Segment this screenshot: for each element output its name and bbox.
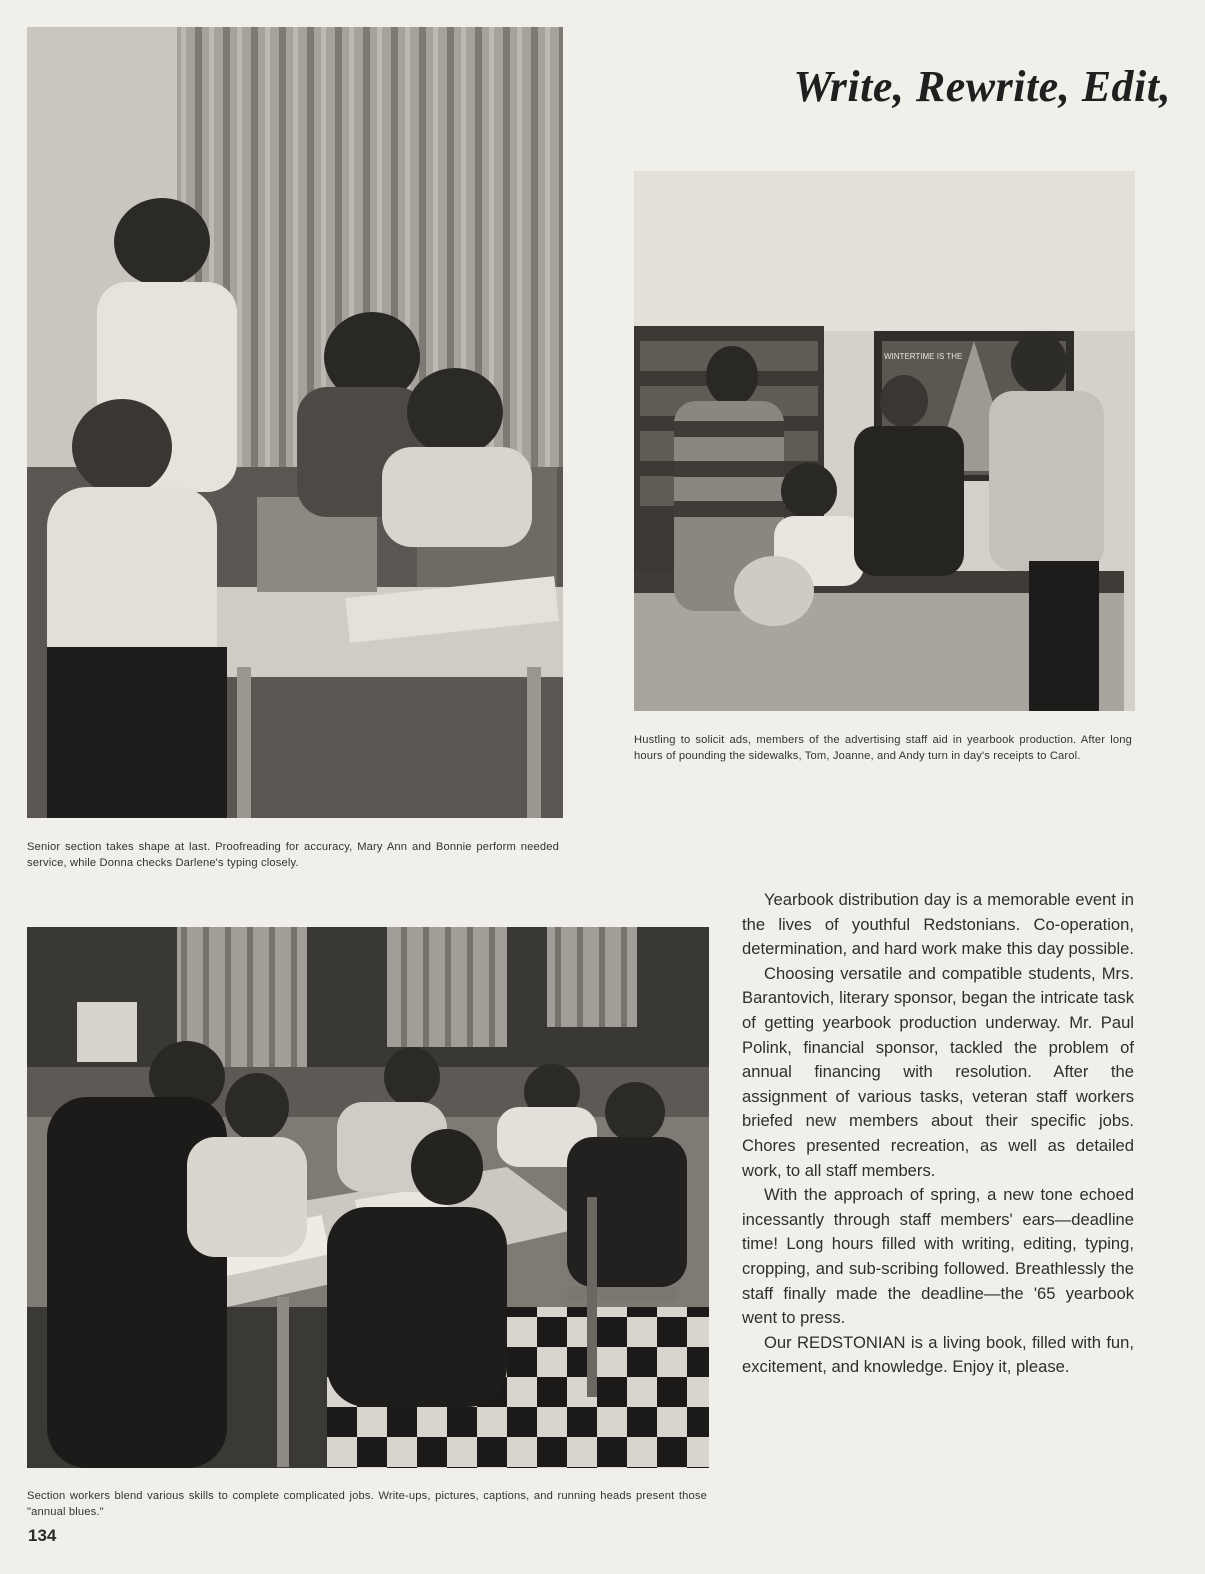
photo-proofreading	[27, 27, 563, 818]
caption-advertising-staff: Hustling to solicit ads, members of the advertising staff aid in yearbook production. After long hours of pounding the sidewalks, Tom, Joanne, and Andy turn in day's receipts to Carol.	[634, 734, 1132, 762]
page-number: 134	[28, 1526, 57, 1545]
article-body	[742, 888, 1134, 1380]
article-paragraph: With the approach of spring, a new tone echoed incessantly through staff members' ears—deadline time! Long hours filled with writing, editing, typing, cropping, and sub-scribing followed. Breathlessly the staff finally made the deadline—the '65 yearbook went to press.	[742, 1185, 1134, 1328]
poster-text: WINTERTIME IS THE	[884, 352, 963, 361]
photo-advertising-staff	[634, 171, 1135, 711]
article-paragraph: Yearbook distribution day is a memorable event in the lives of youthful Redstonians. Co-operation, determination, and hard work make this day possible.	[742, 890, 1135, 959]
article-paragraph: Choosing versatile and compatible students, Mrs. Barantovich, literary sponsor, began the intricate task of getting yearbook production underway. Mr. Paul Polink, financial sponsor, tackled the problem of annual financing with resolution. After the assignment of various tasks, veteran staff workers briefed new members about their specific jobs. Chores presented recreation, as well as detailed work, to all staff members.	[742, 963, 1134, 1180]
caption-proofreading: Senior section takes shape at last. Proofreading for accuracy, Mary Ann and Bonnie perform needed service, while Donna checks Darlene's typing closely.	[27, 841, 559, 869]
article-paragraph: Our REDSTONIAN is a living book, filled with fun, excitement, and knowledge. Enjoy it, please.	[742, 1332, 1134, 1377]
page-title: Write, Rewrite, Edit,	[793, 62, 1171, 111]
photo-advertising-staff-image	[634, 171, 1135, 711]
photo-proofreading-image	[27, 27, 563, 818]
photo-section-workers-image	[27, 927, 709, 1468]
photo-section-workers	[27, 927, 709, 1468]
caption-section-workers: Section workers blend various skills to complete complicated jobs. Write-ups, pictures, captions, and running heads present those "annual blues."	[27, 1490, 707, 1518]
